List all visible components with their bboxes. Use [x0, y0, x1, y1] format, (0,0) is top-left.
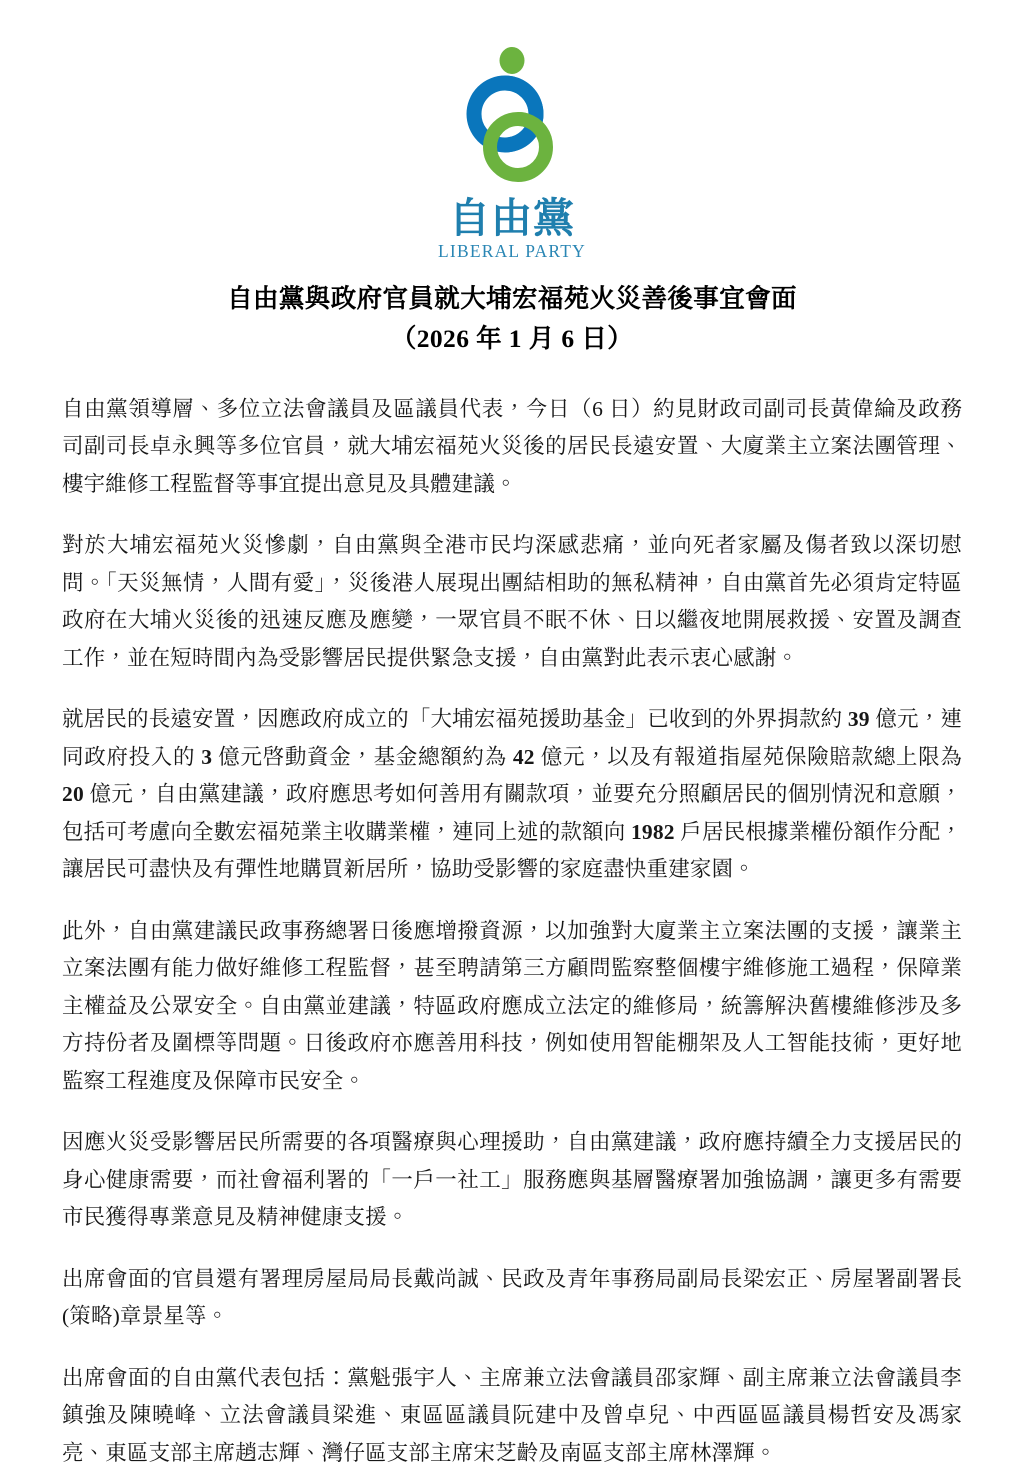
- title-block: [0, 281, 1024, 357]
- logo-chinese-name: 自由黨: [448, 195, 575, 241]
- paragraph-medical-support: 因應火災受影響居民所需要的各項醫療與心理援助，自由黨建議，政府應持續全力支援居民的身心健康需要，而社會福利署的「一戶一社工」服務應與基層醫療署加強協調，讓更多有需要市民獲得專業意見及精神健康支援。: [62, 1130, 962, 1230]
- inline-text: 億元，自由黨建議，政府應思考如何善用有關款項，並要充分照顧居民的個別情況和意願，包括可考慮向全數宏福苑業主收購業權，連同上述的款額向: [62, 782, 962, 844]
- logo-wordmark: [438, 195, 586, 261]
- inline-text: 億元，以及有報道指屋苑保險賠款總上限為: [534, 744, 962, 769]
- inline-text: 就居民的長遠安置，因應政府成立的「大埔宏福苑援助基金」已收到的外界捐款約: [62, 707, 848, 732]
- inline-figure: 39: [847, 707, 870, 732]
- inline-figure: 3: [201, 744, 213, 769]
- inline-text: 億元，連同政府投入的: [62, 707, 962, 769]
- page-date: （2026 年 1 月 6 日）: [390, 323, 634, 353]
- paragraph-condolences: 對於大埔宏福苑火災慘劇，自由黨與全港市民均深感悲痛，並向死者家屬及傷者致以深切慰問。「天災無情，人間有愛」，災後港人展現出團結相助的無私精神，自由黨首先必須肯定特區政府在大埔火災後的迅速反應及應變，一眾官員不眠不休、日以繼夜地開展救援、安置及調查工作，並在短時間內為受影響居民提供緊急支援，自由黨對此表示衷心感謝。: [62, 533, 962, 670]
- paragraph-party-representatives: 出席會面的自由黨代表包括：黨魁張宇人、主席兼立法會議員邵家輝、副主席兼立法會議員李鎮強及陳曉峰、立法會議員梁進、東區區議員阮建中及曾卓兒、中西區區議員楊哲安及馮家亮、東區支部主席趙志輝、灣仔區支部主席宋芝齡及南區支部主席林澤輝。: [62, 1365, 962, 1465]
- party-logo: [0, 0, 1024, 261]
- paragraph-meeting-intro: 自由黨領導層、多位立法會議員及區議員代表，今日（6 日）約見財政司副司長黃偉綸及政務司副司長卓永興等多位官員，就大埔宏福苑火災後的居民長遠安置、大廈業主立案法團管理、樓宇維修工程監督等事宜提出意見及具體建議。: [62, 396, 962, 496]
- inline-figure: 1982: [630, 819, 675, 844]
- paragraph-owners-corporation: 此外，自由黨建議民政事務總署日後應增撥資源，以加強對大廈業主立案法團的支援，讓業主立案法團有能力做好維修工程監督，甚至聘請第三方顧問監察整個樓宇維修施工過程，保障業主權益及公眾安全。自由黨並建議，特區政府應成立法定的維修局，統籌解決舊樓維修涉及多方持份者及圍標等問題。日後政府亦應善用科技，例如使用智能棚架及人工智能技術，更好地監察工程進度及保障市民安全。: [62, 918, 962, 1093]
- logo-english-name: LIBERAL PARTY: [438, 241, 586, 261]
- document-body: [0, 391, 1024, 1472]
- liberal-party-logo-mark-icon: [452, 46, 572, 196]
- inline-figure: 42: [512, 744, 535, 769]
- inline-figure: 20: [62, 782, 84, 807]
- paragraph-officials-attending: 出席會面的官員還有署理房屋局局長戴尚誠、民政及青年事務局副局長梁宏正、房屋署副署長(策略)章景星等。: [62, 1266, 962, 1329]
- paragraph-fund-and-housing: [62, 701, 962, 889]
- inline-text: 戶居民根據業權份額作分配，讓居民可盡快及有彈性地購買新居所，協助受影響的家庭盡快重建家園。: [62, 819, 962, 882]
- inline-text: 億元啓動資金，基金總額約為: [212, 744, 513, 769]
- page-title: 自由黨與政府官員就大埔宏福苑火災善後事宜會面: [227, 283, 797, 313]
